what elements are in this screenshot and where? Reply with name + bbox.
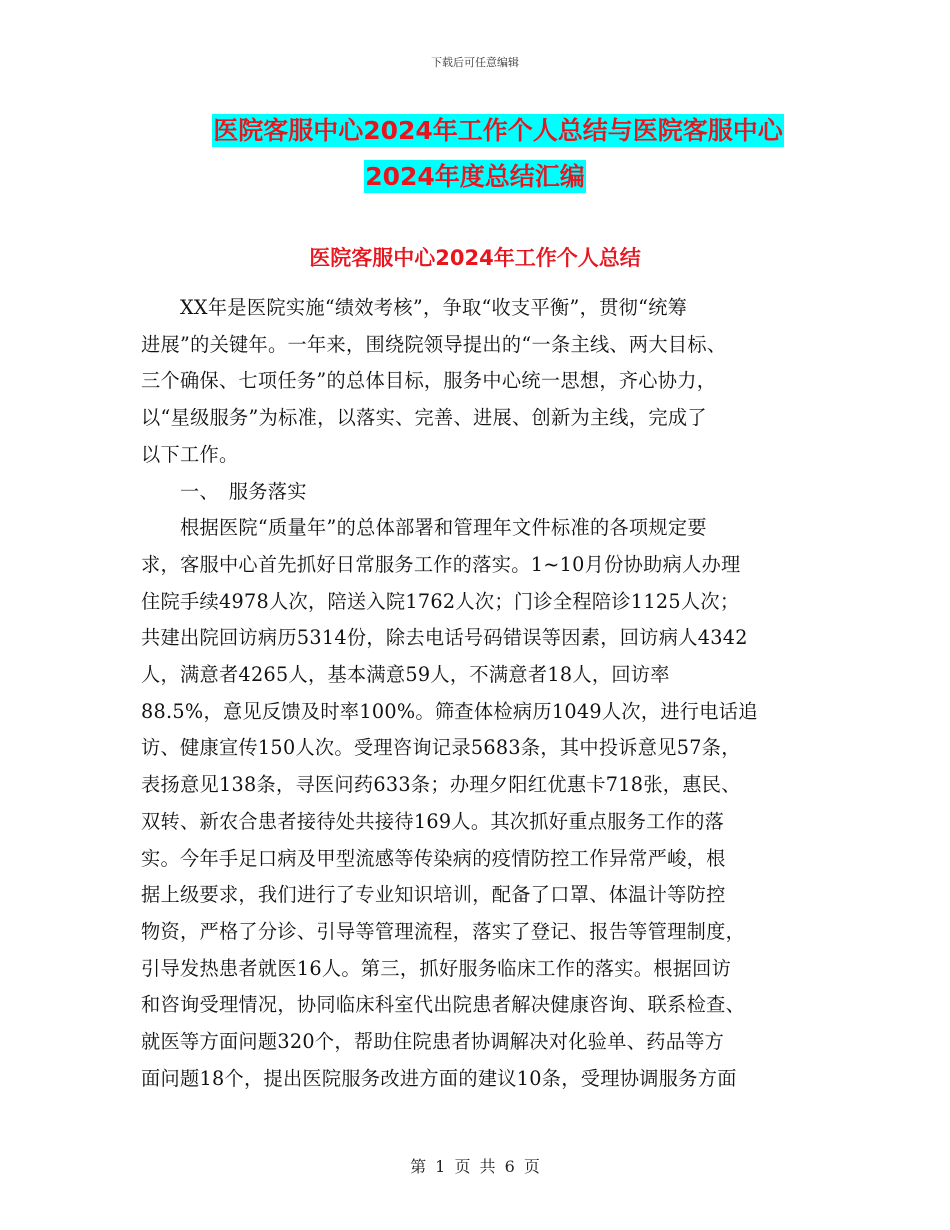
- subsection-heading: 一、 服务落实: [141, 479, 307, 503]
- body-line: 引导发热患者就医16人。第三，抓好服务临床工作的落实。根据回访: [141, 956, 732, 980]
- body-line: 据上级要求，我们进行了专业知识培训，配备了口罩、体温计等防控: [141, 883, 726, 907]
- body-line: 三个确保、七项任务”的总体目标，服务中心统一思想，齐心协力，: [141, 369, 717, 393]
- page-number: 第 1 页 共 6 页: [410, 1157, 540, 1176]
- body-line: 访、健康宣传150人次。受理咨询记录5683条，其中投诉意见57条，: [141, 736, 741, 760]
- body-line: 物资，严格了分诊、引导等管理流程，落实了登记、报告等管理制度，: [141, 919, 746, 943]
- title-highlight-1: 医院客服中心2024年工作个人总结与医院客服中心: [213, 116, 783, 145]
- body-line: XX年是医院实施“绩效考核”，争取“收支平衡”，贯彻“统筹: [141, 296, 688, 319]
- body-line: 以“星级服务”为标准，以落实、完善、进展、创新为主线，完成了: [141, 406, 707, 430]
- document-title-line-2: [0, 154, 950, 200]
- body-text: [141, 290, 811, 1097]
- title-highlight-2: 2024年度总结汇编: [365, 162, 585, 191]
- body-line: 进展”的关键年。一年来，围绕院领导提出的“一条主线、两大目标、: [141, 332, 727, 356]
- document-title-line-1: [0, 108, 950, 154]
- body-line: 和咨询受理情况，协同临床科室代出院患者解决健康咨询、联系检查、: [141, 993, 746, 1017]
- body-line: 人，满意者4265人，基本满意59人，不满意者18人，回访率: [141, 663, 670, 687]
- body-line: 住院手续4978人次，陪送入院1762人次；门诊全程陪诊1125人次；: [141, 589, 740, 613]
- document-title: [0, 108, 950, 200]
- body-line: 表扬意见138条，寻医问药633条；办理夕阳红优惠卡718张，惠民、: [141, 773, 741, 797]
- body-line: 根据医院“质量年”的总体部署和管理年文件标准的各项规定要: [141, 516, 707, 540]
- section-title: 医院客服中心2024年工作个人总结: [309, 246, 641, 270]
- body-line: 就医等方面问题320个，帮助住院患者协调解决对化验单、药品等方: [141, 1030, 725, 1054]
- page-header-note: 下载后可任意编辑: [431, 56, 519, 69]
- body-line: 以下工作。: [141, 442, 239, 466]
- body-line: 实。今年手足口病及甲型流感等传染病的疫情防控工作异常严峻，根: [141, 846, 726, 870]
- body-line: 面问题18个，提出医院服务改进方面的建议10条，受理协调服务方面: [141, 1066, 737, 1090]
- body-line: 88.5%，意见反馈及时率100%。筛查体检病历1049人次，进行电话追: [141, 699, 758, 723]
- body-line: 求，客服中心首先抓好日常服务工作的落实。1~10月份协助病人办理: [141, 552, 741, 576]
- body-line: 共建出院回访病历5314份，除去电话号码错误等因素，回访病人4342: [141, 626, 748, 650]
- body-line: 双转、新农合患者接待处共接待169人。其次抓好重点服务工作的落: [141, 809, 725, 833]
